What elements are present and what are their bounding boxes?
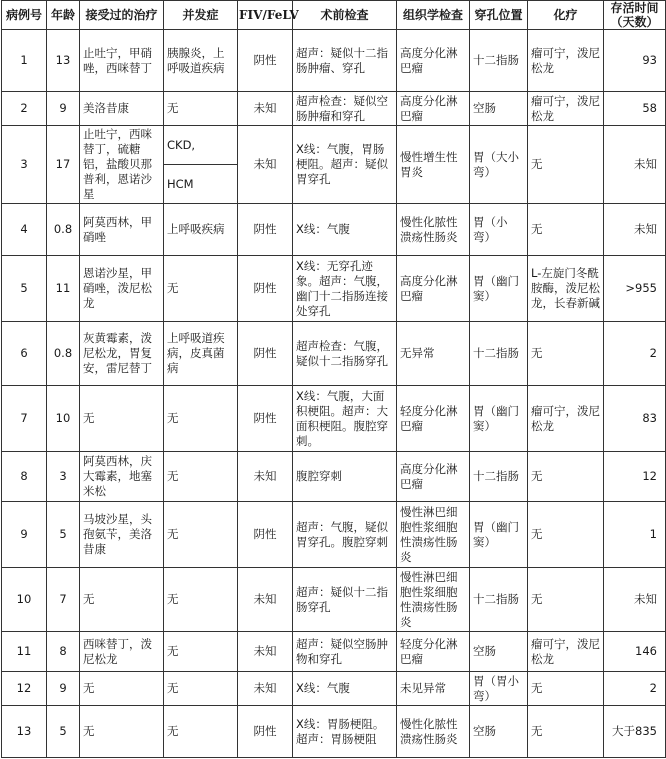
cell-chemo: 无 <box>528 672 604 706</box>
cell-fiv: 阴性 <box>238 706 293 758</box>
cell-site: 空肠 <box>470 92 528 126</box>
header-histo: 组织学检查 <box>397 1 470 30</box>
cell-site: 胃（大小弯） <box>470 126 528 204</box>
cell-age: 11 <box>47 256 80 322</box>
cell-fiv: 阴性 <box>238 322 293 386</box>
cell-case: 7 <box>2 386 47 452</box>
cell-age: 5 <box>47 502 80 568</box>
cell-treatment: 无 <box>80 386 164 452</box>
cell-preop: 超声检查：疑似空肠肿瘤和穿孔 <box>293 92 397 126</box>
complication-ckd: CKD, <box>164 126 237 165</box>
cell-survival: 大于835 <box>604 706 666 758</box>
cell-case: 8 <box>2 452 47 502</box>
table-row <box>2 386 666 452</box>
cell-treatment: 马坡沙星，头孢氨苄，美洛昔康 <box>80 502 164 568</box>
cell-chemo: 无 <box>528 204 604 256</box>
cell-preop: 超声：疑似十二指肠肿瘤、穿孔 <box>293 30 397 92</box>
cell-treatment: 无 <box>80 672 164 706</box>
header-treatment: 接受过的治疗 <box>80 1 164 30</box>
cell-treatment: 恩诺沙星，甲硝唑，泼尼松龙 <box>80 256 164 322</box>
header-case: 病例号 <box>2 1 47 30</box>
cell-treatment: 无 <box>80 706 164 758</box>
cell-histo: 慢性化脓性溃疡性肠炎 <box>397 204 470 256</box>
cell-complication: 无 <box>164 452 238 502</box>
cell-age: 9 <box>47 92 80 126</box>
cell-case: 6 <box>2 322 47 386</box>
cell-survival: 未知 <box>604 126 666 204</box>
table-row <box>2 672 666 706</box>
cell-complication: 上呼吸疾病 <box>164 204 238 256</box>
cell-survival: 146 <box>604 632 666 672</box>
table-row <box>2 568 666 632</box>
cell-fiv: 未知 <box>238 126 293 204</box>
table-row <box>2 204 666 256</box>
cell-case: 10 <box>2 568 47 632</box>
cell-site: 十二指肠 <box>470 30 528 92</box>
cell-histo: 慢性化脓性溃疡性肠炎 <box>397 706 470 758</box>
cell-histo: 慢性增生性胃炎 <box>397 126 470 204</box>
cell-histo: 未见异常 <box>397 672 470 706</box>
header-complication: 并发症 <box>164 1 238 30</box>
cell-treatment: 美洛昔康 <box>80 92 164 126</box>
cell-age: 7 <box>47 568 80 632</box>
cell-age: 8 <box>47 632 80 672</box>
table-row <box>2 632 666 672</box>
header-preop: 术前检查 <box>293 1 397 30</box>
cell-site: 胃（幽门窦） <box>470 256 528 322</box>
cell-chemo: 瘤可宁，泼尼松龙 <box>528 632 604 672</box>
cell-site: 十二指肠 <box>470 452 528 502</box>
cell-case: 5 <box>2 256 47 322</box>
cell-survival: 58 <box>604 92 666 126</box>
cell-fiv: 未知 <box>238 92 293 126</box>
cell-survival: 1 <box>604 502 666 568</box>
cell-site: 胃（小弯） <box>470 204 528 256</box>
cell-survival: 12 <box>604 452 666 502</box>
cell-survival: 93 <box>604 30 666 92</box>
header-survival-line2: （天数） <box>610 15 659 29</box>
cell-fiv: 未知 <box>238 568 293 632</box>
cell-complication: 无 <box>164 256 238 322</box>
cell-survival: >955 <box>604 256 666 322</box>
cell-age: 0.8 <box>47 204 80 256</box>
cell-fiv: 阴性 <box>238 204 293 256</box>
cell-age: 0.8 <box>47 322 80 386</box>
cell-fiv: 未知 <box>238 672 293 706</box>
table-row <box>2 30 666 92</box>
cell-fiv: 未知 <box>238 632 293 672</box>
cell-case: 11 <box>2 632 47 672</box>
cell-histo: 轻度分化淋巴瘤 <box>397 386 470 452</box>
cell-chemo: 无 <box>528 452 604 502</box>
cell-case: 12 <box>2 672 47 706</box>
cell-preop: 超声：疑似空肠肿物和穿孔 <box>293 632 397 672</box>
cell-treatment: 西咪替丁，泼尼松龙 <box>80 632 164 672</box>
table-row <box>2 452 666 502</box>
header-age: 年龄 <box>47 1 80 30</box>
cell-preop: X线：气腹 <box>293 204 397 256</box>
table-row <box>2 502 666 568</box>
cell-preop: X线：气腹，大面积梗阻。超声：大面积梗阻。腹腔穿刺。 <box>293 386 397 452</box>
cell-histo: 高度分化淋巴瘤 <box>397 256 470 322</box>
table-row <box>2 706 666 758</box>
header-survival-line1: 存活时间 <box>610 1 659 15</box>
case-table <box>1 0 666 758</box>
cell-survival: 未知 <box>604 568 666 632</box>
cell-complication: 无 <box>164 92 238 126</box>
complication-hcm: HCM <box>167 177 194 191</box>
cell-case: 3 <box>2 126 47 204</box>
cell-chemo: 无 <box>528 502 604 568</box>
cell-treatment: 止吐宁，西咪替丁，硫糖铝，盐酸贝那普利，恩诺沙星 <box>80 126 164 204</box>
cell-age: 17 <box>47 126 80 204</box>
cell-preop: X线：气腹，胃肠梗阻。超声：疑似胃穿孔 <box>293 126 397 204</box>
cell-case: 2 <box>2 92 47 126</box>
cell-case: 1 <box>2 30 47 92</box>
cell-age: 3 <box>47 452 80 502</box>
header-row <box>2 1 666 30</box>
cell-preop: 超声检查：气腹，疑似十二指肠穿孔 <box>293 322 397 386</box>
header-fiv: FIV/FeLV <box>238 1 293 30</box>
cell-age: 9 <box>47 672 80 706</box>
table-row <box>2 92 666 126</box>
cell-treatment: 阿莫西林，庆大霉素，地塞米松 <box>80 452 164 502</box>
cell-treatment: 阿莫西林，甲硝唑 <box>80 204 164 256</box>
cell-complication: 无 <box>164 386 238 452</box>
cell-treatment: 灰黄霉素，泼尼松龙，胃复安，雷尼替丁 <box>80 322 164 386</box>
cell-preop: 超声：气腹，疑似胃穿孔。腹腔穿刺 <box>293 502 397 568</box>
cell-case: 4 <box>2 204 47 256</box>
cell-fiv: 阴性 <box>238 30 293 92</box>
cell-chemo: 无 <box>528 568 604 632</box>
cell-preop: X线：胃肠梗阻。超声：胃肠梗阻 <box>293 706 397 758</box>
table-row <box>2 322 666 386</box>
cell-case: 9 <box>2 502 47 568</box>
cell-preop: 腹腔穿刺 <box>293 452 397 502</box>
cell-chemo: L-左旋门冬酰胺酶，泼尼松龙，长春新碱 <box>528 256 604 322</box>
cell-age: 10 <box>47 386 80 452</box>
cell-site: 胃（幽门窦） <box>470 386 528 452</box>
cell-site: 空肠 <box>470 706 528 758</box>
cell-site: 胃（胃小弯） <box>470 672 528 706</box>
cell-site: 十二指肠 <box>470 322 528 386</box>
cell-histo: 轻度分化淋巴瘤 <box>397 632 470 672</box>
cell-histo: 无异常 <box>397 322 470 386</box>
cell-preop: X线：无穿孔迹象。超声：气腹，幽门十二指肠连接处穿孔 <box>293 256 397 322</box>
cell-chemo: 瘤可宁，泼尼松龙 <box>528 92 604 126</box>
cell-preop: 超声：疑似十二指肠穿孔 <box>293 568 397 632</box>
cell-fiv: 阴性 <box>238 502 293 568</box>
cell-site: 空肠 <box>470 632 528 672</box>
header-survival <box>604 1 666 30</box>
cell-histo: 慢性淋巴细胞性浆细胞性溃疡性肠炎 <box>397 502 470 568</box>
cell-histo: 高度分化淋巴瘤 <box>397 452 470 502</box>
cell-site: 十二指肠 <box>470 568 528 632</box>
cell-fiv: 阴性 <box>238 256 293 322</box>
cell-preop: X线：气腹 <box>293 672 397 706</box>
cell-treatment: 止吐宁，甲硝唑，西咪替丁 <box>80 30 164 92</box>
cell-age: 5 <box>47 706 80 758</box>
cell-age: 13 <box>47 30 80 92</box>
cell-chemo: 无 <box>528 322 604 386</box>
cell-chemo: 瘤可宁，泼尼松龙 <box>528 30 604 92</box>
cell-complication: 无 <box>164 672 238 706</box>
cell-survival: 未知 <box>604 204 666 256</box>
cell-site: 胃（幽门窦） <box>470 502 528 568</box>
cell-complication: 无 <box>164 502 238 568</box>
cell-survival: 83 <box>604 386 666 452</box>
cell-complication: 无 <box>164 632 238 672</box>
header-chemo: 化疗 <box>528 1 604 30</box>
cell-complication: 无 <box>164 706 238 758</box>
cell-fiv: 未知 <box>238 452 293 502</box>
cell-chemo: 瘤可宁，泼尼松龙 <box>528 386 604 452</box>
cell-case: 13 <box>2 706 47 758</box>
cell-fiv: 阴性 <box>238 386 293 452</box>
cell-histo: 高度分化淋巴瘤 <box>397 92 470 126</box>
cell-complication: 无 <box>164 568 238 632</box>
cell-survival: 2 <box>604 322 666 386</box>
table-row <box>2 256 666 322</box>
cell-treatment: 无 <box>80 568 164 632</box>
cell-histo: 慢性淋巴细胞性浆细胞性溃疡性肠炎 <box>397 568 470 632</box>
cell-survival: 2 <box>604 672 666 706</box>
cell-chemo: 无 <box>528 126 604 204</box>
cell-chemo: 无 <box>528 706 604 758</box>
cell-complication: 上呼吸道疾病，皮真菌病 <box>164 322 238 386</box>
table-row <box>2 126 666 204</box>
cell-histo: 高度分化淋巴瘤 <box>397 30 470 92</box>
cell-complication: 胰腺炎，上呼吸道疾病 <box>164 30 238 92</box>
cell-complication <box>164 126 238 204</box>
header-site: 穿孔位置 <box>470 1 528 30</box>
